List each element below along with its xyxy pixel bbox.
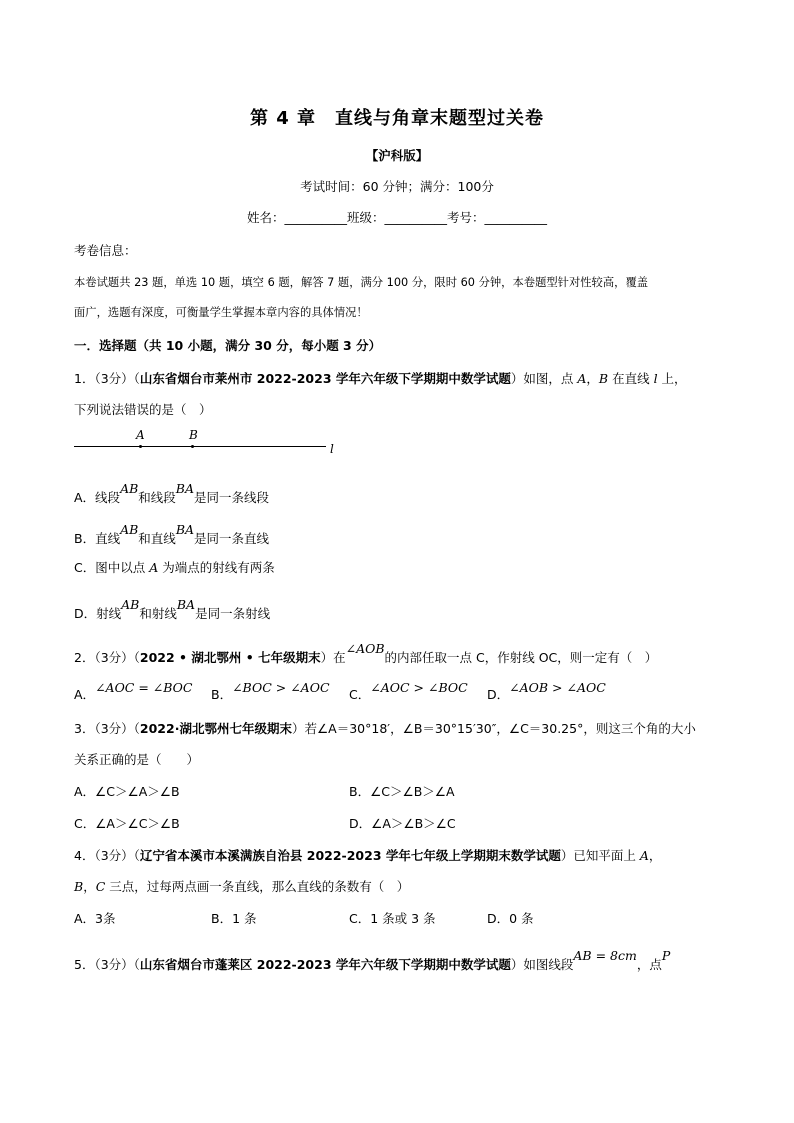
q2-option-a[interactable]	[74, 680, 193, 703]
q1-opt-a-text-1: A．线段	[74, 490, 121, 505]
q2-opt-c-expr: ∠AOC > ∠BOC	[370, 680, 468, 695]
q1-stem-a: ）如图，点	[510, 371, 578, 386]
q1-opt-d-text-3: 是同一条射线	[195, 606, 271, 621]
q1-opt-d-seg-2: BA	[176, 597, 196, 612]
question-2-stem	[74, 641, 658, 666]
q2-option-d[interactable]	[487, 680, 606, 703]
q4-comma-1: ，	[648, 848, 662, 863]
q1-opt-d-text-1: D．射线	[74, 606, 122, 621]
q1-opt-b-text-3: 是同一条直线	[194, 531, 270, 546]
question-3-stem	[74, 719, 696, 737]
q1-opt-b-text-2: 和直线	[138, 531, 176, 546]
q1-option-b[interactable]	[74, 522, 270, 547]
q1-opt-a-text-3: 是同一条线段	[194, 490, 270, 505]
edition-label: 【沪科版】	[365, 148, 429, 163]
q1-figure-line	[74, 446, 326, 447]
q2-prefix: 2．（3分）（	[74, 650, 140, 665]
q2-opt-b-expr: ∠BOC > ∠AOC	[232, 680, 330, 695]
q5-source: 山东省烟台市蓬莱区 2022-2023 学年六年级下学期期中数学试题	[139, 957, 511, 972]
q2-option-b[interactable]	[211, 680, 330, 703]
q1-figure-point-a	[139, 445, 142, 448]
q3-option-c[interactable]: C．∠A＞∠C＞∠B	[74, 816, 180, 831]
q1-opt-c-point: A	[149, 560, 159, 575]
q2-option-c[interactable]	[349, 680, 468, 703]
q5-stem-b: ，点	[636, 957, 662, 972]
q1-opt-b-seg-2: BA	[175, 522, 195, 537]
q4-point-c: C	[95, 879, 106, 894]
q2-opt-d-expr: ∠AOB > ∠AOC	[509, 680, 606, 695]
student-info: 姓名：__________班级：__________考号：__________	[246, 210, 547, 225]
q3-option-b[interactable]: B．∠C＞∠B＞∠A	[349, 784, 455, 799]
q2-stem-b: 的内部任取一点 C，作射线 OC，则一定有（ ）	[384, 650, 658, 665]
q1-figure-label-a: A	[136, 428, 145, 442]
page-title: 第 4 章 直线与角章末题型过关卷	[249, 108, 545, 129]
q5-prefix: 5．（3分）（	[74, 957, 140, 972]
q3-source: 2022·湖北鄂州七年级期末	[139, 721, 292, 736]
q4-point-a: A	[639, 848, 649, 863]
question-1-stem	[74, 369, 687, 387]
notice-line-1: 本卷试题共 23 题，单选 10 题，填空 6 题，解答 7 题，满分 100 分，限时 60 分钟，本卷题型针对性较高，覆盖	[74, 276, 649, 289]
q1-opt-c-text-2: 为端点的射线有两条	[158, 560, 275, 575]
q3-option-a[interactable]: A．∠C＞∠A＞∠B	[74, 784, 180, 799]
q1-stem-b: 在直线	[608, 371, 654, 386]
q4-option-a[interactable]: A．3条	[74, 911, 116, 926]
question-4-stem	[74, 846, 661, 864]
question-5-stem	[74, 948, 671, 973]
q2-opt-a-label: A．	[74, 687, 96, 702]
q5-stem-a: ）如图线段	[510, 957, 574, 972]
q1-comma: ，	[586, 371, 599, 386]
q1-opt-d-text-2: 和射线	[139, 606, 177, 621]
q4-stem-rest: ）已知平面上	[560, 848, 640, 863]
q1-stem-c: 上，	[657, 371, 687, 386]
q4-point-b: B	[74, 879, 84, 894]
q1-option-c[interactable]	[74, 558, 275, 576]
q2-opt-a-expr: ∠AOC = ∠BOC	[95, 680, 193, 695]
q4-source: 辽宁省本溪市本溪满族自治县 2022-2023 学年七年级上学期期末数学试题	[139, 848, 561, 863]
question-3-line-2: 关系正确的是（ ）	[74, 752, 200, 767]
q1-point-a: A	[577, 371, 587, 386]
q5-point-p: P	[661, 948, 671, 963]
q3-prefix: 3．（3分）（	[74, 721, 140, 736]
q2-angle: ∠AOB	[345, 641, 385, 656]
q4-prefix: 4．（3分）（	[74, 848, 140, 863]
q1-opt-b-seg-1: AB	[120, 522, 139, 537]
q2-stem-a: ）在	[320, 650, 346, 665]
q1-opt-b-text-1: B．直线	[74, 531, 121, 546]
q1-option-d[interactable]	[74, 597, 271, 622]
question-1-line-2: 下列说法错误的是（ ）	[74, 402, 212, 417]
q1-option-a[interactable]	[74, 481, 270, 506]
q2-opt-b-label: B．	[211, 687, 233, 702]
q4-option-c[interactable]: C．1 条或 3 条	[349, 911, 436, 926]
q1-figure-point-b	[191, 445, 194, 448]
q2-opt-d-label: D．	[487, 687, 510, 702]
q4-option-b[interactable]: B．1 条	[211, 911, 257, 926]
q1-opt-d-seg-1: AB	[121, 597, 140, 612]
notice-heading: 考卷信息：	[74, 243, 137, 258]
q1-figure-label-l: l	[330, 442, 334, 456]
q1-opt-a-text-2: 和线段	[138, 490, 176, 505]
exam-info: 考试时间：60 分钟；满分：100分	[300, 179, 494, 194]
question-4-line-2	[74, 877, 409, 895]
q4-stem-line2: 三点，过每两点画一条直线，那么直线的条数有（ ）	[105, 879, 410, 894]
q1-opt-a-seg-2: BA	[175, 481, 195, 496]
q5-expr: AB = 8cm	[573, 948, 637, 963]
q3-option-d[interactable]: D．∠A＞∠B＞∠C	[349, 816, 456, 831]
q1-source: 山东省烟台市莱州市 2022-2023 学年六年级下学期期中数学试题	[139, 371, 511, 386]
q2-opt-c-label: C．	[349, 687, 371, 702]
q1-line-l: l	[653, 371, 658, 386]
q1-opt-c-text-1: C．图中以点	[74, 560, 150, 575]
notice-line-2: 面广，选题有深度，可衡量学生掌握本章内容的具体情况！	[74, 306, 368, 319]
q1-opt-a-seg-1: AB	[120, 481, 139, 496]
q1-figure-label-b: B	[189, 428, 198, 442]
q4-comma-2: ，	[83, 879, 96, 894]
q1-point-b: B	[598, 371, 609, 386]
q2-source: 2022 • 湖北鄂州 • 七年级期末	[139, 650, 321, 665]
q3-stem-rest: ）若∠A＝30°18′，∠B＝30°15′30″，∠C＝30.25°，则这三个角的大小	[291, 721, 696, 736]
q1-prefix: 1．（3分）（	[74, 371, 140, 386]
q4-option-d[interactable]: D．0 条	[487, 911, 534, 926]
section-heading: 一．选择题（共 10 小题，满分 30 分，每小题 3 分）	[74, 338, 382, 353]
